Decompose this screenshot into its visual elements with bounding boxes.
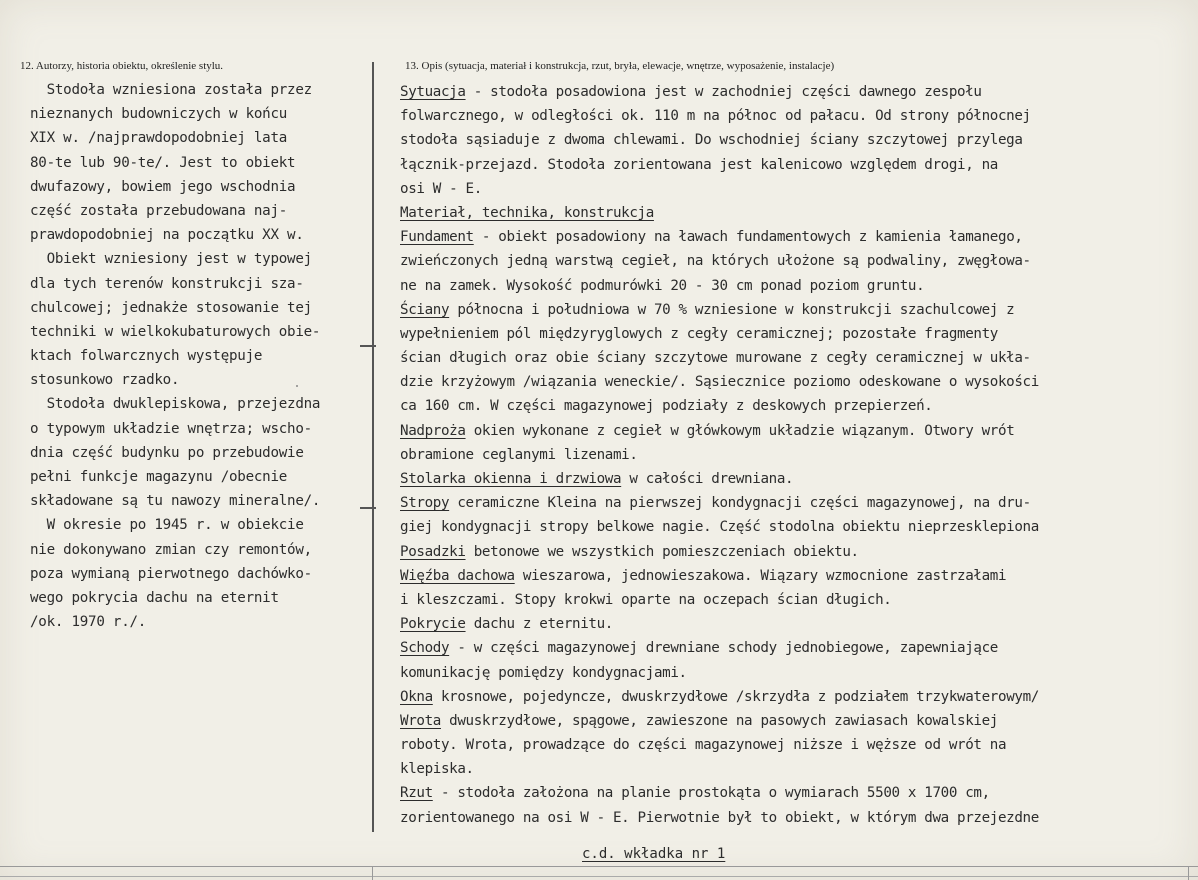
description-text: folwarcznego, w odległości ok. 110 m na północ od pałacu. Od strony północnej (400, 108, 1031, 125)
column-divider (372, 62, 374, 832)
section-label: Materiał, technika, konstrukcja (400, 204, 654, 221)
description-line (400, 733, 1198, 757)
description-line (400, 564, 1198, 588)
description-line (400, 274, 1198, 298)
description-text: giej kondygnacji stropy belkowe nagie. Część stodolna obiektu nieprzesklepiona (400, 519, 1039, 536)
form-bottom-rule (0, 876, 1198, 877)
description-line (400, 322, 1198, 346)
description-text: dwuskrzydłowe, spągowe, zawieszone na pasowych zawiasach kowalskiej (440, 712, 998, 729)
description-text: krosnowe, pojedyncze, dwuskrzydłowe /skrzydła z podziałem trzykwaterowym/ (432, 688, 1039, 705)
section-label: Fundament (400, 229, 474, 246)
description-text: północna i południowa w 70 % wzniesione w konstrukcji szachulcowej z (449, 301, 1015, 318)
section-13-heading: 13. Opis (sytuacja, materiał i konstrukcja, rzut, bryła, elewacje, wnętrze, wyposażenie, instalacje) (405, 60, 835, 72)
section-label: Więźba dachowa (400, 567, 515, 584)
description-line (400, 370, 1198, 394)
history-line: /ok. 1970 r./. (30, 614, 147, 631)
description-text: i kleszczami. Stopy krokwi oparte na oczepach ścian długich. (400, 591, 892, 608)
section-label: Schody (400, 640, 450, 657)
description-text: dachu z eternitu. (465, 616, 613, 633)
description-line (400, 612, 1198, 636)
section-12-heading: 12. Autorzy, historia obiektu, określenie stylu. (20, 60, 224, 72)
history-line: składowane są tu nawozy mineralne/. (30, 493, 321, 510)
description-column (400, 80, 1198, 830)
history-line: nie dokonywano zmian czy remontów, (30, 541, 312, 558)
form-rule-mark (1188, 866, 1189, 880)
description-text: komunikację pomiędzy kondygnacjami. (400, 664, 687, 681)
description-line (400, 346, 1198, 370)
history-line: XIX w. /najprawdopodobniej lata (30, 130, 288, 147)
section-label: Pokrycie (400, 616, 466, 633)
description-text: dzie krzyżowym /wiązania weneckie/. Sąsiecznice poziomo odeskowane o wysokości (400, 374, 1039, 391)
history-line: W okresie po 1945 r. w obiekcie (30, 517, 304, 534)
history-line: stosunkowo rzadko. (30, 372, 180, 389)
history-line: o typowym układzie wnętrza; wscho- (30, 420, 312, 437)
history-line: nieznanych budowniczych w końcu (30, 106, 288, 123)
description-line (400, 419, 1198, 443)
description-line (400, 685, 1198, 709)
description-text: - obiekt posadowiony na ławach fundamentowych z kamienia łamanego, (473, 229, 1023, 246)
description-line (400, 515, 1198, 539)
section-label: Stolarka okienna i drzwiowa (400, 471, 622, 487)
description-text: ścian długich oraz obie ściany szczytowe murowane z cegły ceramicznej w ukła- (400, 350, 1031, 367)
history-line: ktach folwarcznych występuje (30, 348, 263, 365)
form-rule-mark (372, 866, 373, 880)
description-line (400, 467, 1198, 491)
history-line: wego pokrycia dachu na eternit (30, 589, 279, 606)
description-text: wieszarowa, jednowieszakowa. Wiązary wzmocnione zastrzałami (514, 567, 1007, 584)
description-line (400, 443, 1198, 467)
history-line: poza wymianą pierwotnego dachówko- (30, 565, 312, 582)
description-line (400, 201, 1198, 225)
description-text: ceramiczne Kleina na pierwszej kondygnacji części magazynowej, na dru- (449, 495, 1031, 512)
description-text: klepiska. (400, 761, 474, 778)
description-line (400, 80, 1198, 104)
description-text: - w części magazynowej drewniane schody jednobiegowe, zapewniające (449, 640, 998, 657)
continuation-note: c.d. wkładka nr 1 (582, 846, 726, 862)
description-text: ne na zamek. Wysokość podmurówki 20 - 30 cm ponad poziom gruntu. (400, 277, 925, 294)
description-line (400, 177, 1198, 201)
description-line (400, 104, 1198, 128)
description-line (400, 540, 1198, 564)
history-line: Obiekt wzniesiony jest w typowej (30, 251, 312, 268)
history-line: dnia część budynku po przebudowie (30, 444, 304, 461)
description-text: zwieńczonych jedną warstwą cegieł, na których ułożone są podwaliny, zwęgłowa- (400, 253, 1031, 270)
history-line: pełni funkcje magazynu /obecnie (30, 469, 288, 485)
section-label: Nadproża (400, 422, 466, 439)
section-label: Wrota (400, 712, 441, 729)
description-text: betonowe we wszystkich pomieszczeniach obiektu. (465, 543, 859, 560)
history-line: 80-te lub 90-te/. Jest to obiekt (30, 154, 296, 171)
description-line (400, 225, 1198, 249)
description-line (400, 249, 1198, 273)
description-line (400, 298, 1198, 322)
description-text: zorientowanego na osi W - E. Pierwotnie był to obiekt, w którym dwa przejezdne (400, 809, 1039, 826)
section-label: Sytuacja (400, 84, 466, 100)
description-text: ca 160 cm. W części magazynowej podziały z deskowych przepierzeń. (400, 398, 933, 415)
section-label: Posadzki (400, 543, 466, 560)
description-text: - stodoła założona na planie prostokąta o wymiarach 5500 x 1700 cm, (432, 785, 990, 802)
description-line (400, 394, 1198, 418)
description-line (400, 588, 1198, 612)
description-text: roboty. Wrota, prowadzące do części magazynowej niższe i węższe od wrót na (400, 737, 1007, 754)
history-line: Stodoła dwuklepiskowa, przejezdna (30, 396, 321, 413)
description-text: obramione ceglanymi lizenami. (400, 446, 638, 463)
section-label: Ściany (400, 301, 450, 318)
history-line: dwufazowy, bowiem jego wschodnia (30, 178, 296, 195)
history-line: dla tych terenów konstrukcji sza- (30, 275, 304, 292)
description-line (400, 128, 1198, 152)
history-line: prawdopodobniej na początku XX w. (30, 227, 304, 244)
history-line: Stodoła wzniesiona została przez (30, 82, 312, 98)
description-text: okien wykonane z cegieł w główkowym układzie wiązanym. Otwory wrót (465, 422, 1015, 439)
description-text: osi W - E. (400, 180, 482, 197)
description-line (400, 636, 1198, 660)
scan-speck (296, 385, 298, 387)
description-line (400, 661, 1198, 685)
description-line (400, 491, 1198, 515)
history-line: część została przebudowana naj- (30, 202, 288, 219)
description-text: w całości drewniana. (621, 471, 794, 487)
description-line (400, 709, 1198, 733)
description-text: - stodoła posadowiona jest w zachodniej części dawnego zespołu (465, 84, 982, 100)
description-text: stodoła sąsiaduje z dwoma chlewami. Do wschodniej ściany szczytowej przylega (400, 132, 1023, 149)
description-line (400, 153, 1198, 177)
history-column (30, 78, 370, 634)
description-line (400, 757, 1198, 781)
description-line (400, 806, 1198, 830)
description-text: łącznik-przejazd. Stodoła zorientowana jest kalenicowo względem drogi, na (400, 156, 998, 173)
description-text: wypełnieniem pól międzyryglowych z cegły ceramicznej; pozostałe fragmenty (400, 325, 998, 342)
history-line: chulcowej; jednakże stosowanie tej (30, 299, 312, 316)
section-label: Stropy (400, 495, 450, 512)
section-label: Okna (400, 688, 433, 705)
description-line (400, 781, 1198, 805)
history-line: techniki w wielkokubaturowych obie- (30, 323, 321, 340)
form-bottom-rule (0, 866, 1198, 867)
section-label: Rzut (400, 785, 433, 802)
